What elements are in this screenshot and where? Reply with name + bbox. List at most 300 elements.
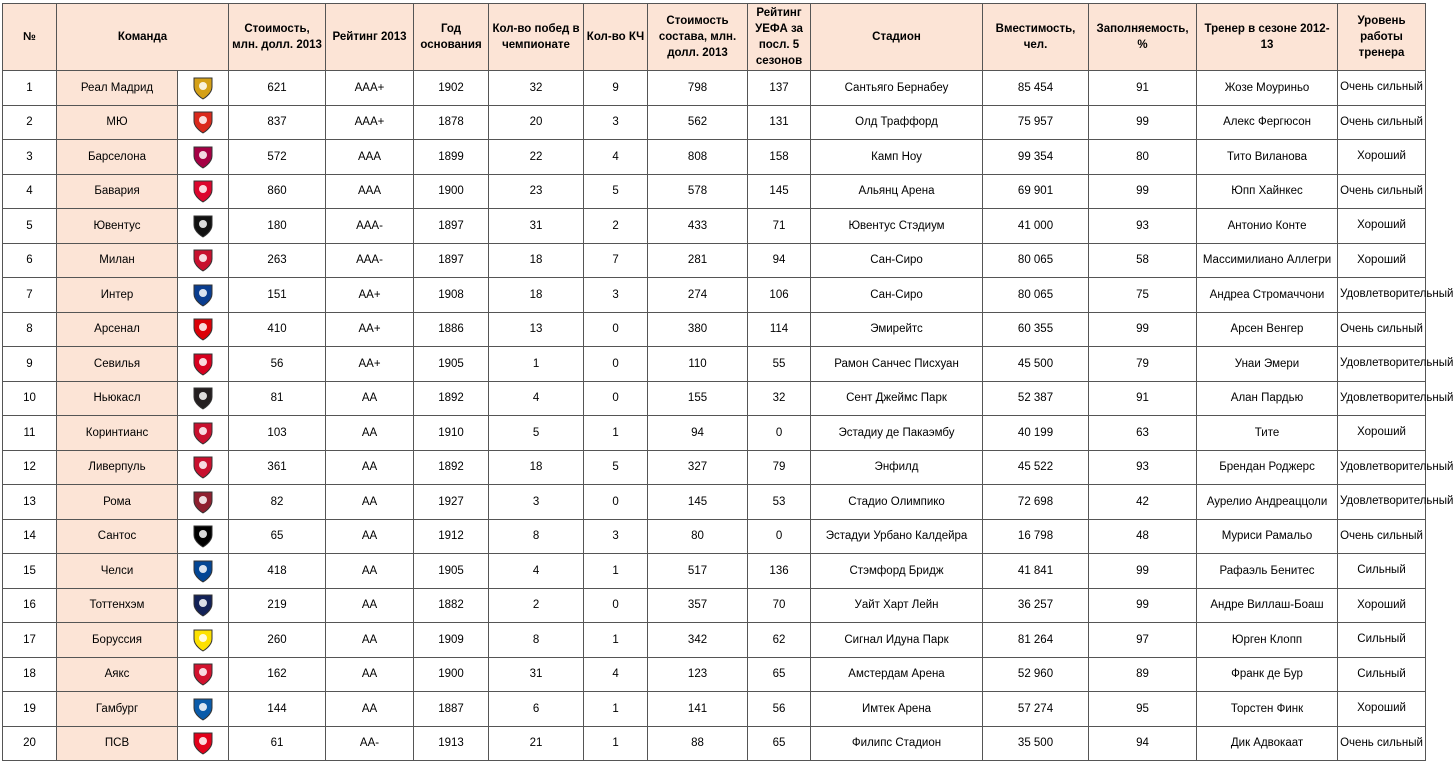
cell-coach: Франк де Бур xyxy=(1197,657,1338,692)
cell-num: 5 xyxy=(3,209,57,244)
cell-cl: 5 xyxy=(584,450,648,485)
cell-level: Сильный xyxy=(1338,657,1426,692)
cell-fill: 99 xyxy=(1089,554,1197,589)
cell-coach: Брендан Роджерс xyxy=(1197,450,1338,485)
header-row xyxy=(3,4,1426,71)
cell-num: 9 xyxy=(3,347,57,382)
cell-uefa: 145 xyxy=(748,174,811,209)
cell-rating: AA xyxy=(326,381,414,416)
cell-team: Челси xyxy=(57,554,178,589)
tottenham-logo-icon xyxy=(178,588,229,623)
cell-num: 3 xyxy=(3,140,57,175)
cell-value: 144 xyxy=(229,692,326,727)
cell-num: 19 xyxy=(3,692,57,727)
cell-uefa: 137 xyxy=(748,71,811,106)
cell-coach: Арсен Венгер xyxy=(1197,312,1338,347)
cell-cl: 0 xyxy=(584,381,648,416)
header-wins: Кол-во побед в чемпионате xyxy=(489,4,584,71)
cell-stadium: Имтек Арена xyxy=(811,692,983,727)
cell-coach: Унаи Эмери xyxy=(1197,347,1338,382)
cell-uefa: 56 xyxy=(748,692,811,727)
cell-capacity: 16 798 xyxy=(983,519,1089,554)
cell-coach: Дик Адвокаат xyxy=(1197,726,1338,761)
cell-squad: 110 xyxy=(648,347,748,382)
table-row xyxy=(3,692,1426,727)
header-stadium: Стадион xyxy=(811,4,983,71)
cell-level: Удовлетворительный xyxy=(1338,347,1426,382)
cell-squad: 80 xyxy=(648,519,748,554)
cell-num: 8 xyxy=(3,312,57,347)
cell-founded: 1886 xyxy=(414,312,489,347)
cell-wins: 31 xyxy=(489,209,584,244)
cell-team: Бавария xyxy=(57,174,178,209)
cell-squad: 357 xyxy=(648,588,748,623)
cell-uefa: 55 xyxy=(748,347,811,382)
cell-stadium: Сантьяго Бернабеу xyxy=(811,71,983,106)
cell-team: Аякс xyxy=(57,657,178,692)
cell-num: 15 xyxy=(3,554,57,589)
cell-fill: 80 xyxy=(1089,140,1197,175)
cell-founded: 1878 xyxy=(414,105,489,140)
cell-wins: 18 xyxy=(489,450,584,485)
cell-rating: AAA xyxy=(326,174,414,209)
cell-coach: Юрген Клопп xyxy=(1197,623,1338,658)
hamburg-logo-icon xyxy=(178,692,229,727)
cell-rating: AA xyxy=(326,450,414,485)
cell-capacity: 45 522 xyxy=(983,450,1089,485)
cell-squad: 578 xyxy=(648,174,748,209)
table-row xyxy=(3,347,1426,382)
cell-founded: 1913 xyxy=(414,726,489,761)
cell-fill: 58 xyxy=(1089,243,1197,278)
table-row xyxy=(3,485,1426,520)
cell-capacity: 72 698 xyxy=(983,485,1089,520)
cell-value: 621 xyxy=(229,71,326,106)
cell-num: 12 xyxy=(3,450,57,485)
cell-squad: 327 xyxy=(648,450,748,485)
cell-fill: 95 xyxy=(1089,692,1197,727)
header-team: Команда xyxy=(57,4,229,71)
cell-cl: 1 xyxy=(584,692,648,727)
cell-founded: 1905 xyxy=(414,347,489,382)
cell-wins: 32 xyxy=(489,71,584,106)
cell-rating: AA xyxy=(326,485,414,520)
cell-squad: 141 xyxy=(648,692,748,727)
cell-rating: AA+ xyxy=(326,312,414,347)
cell-level: Удовлетворительный xyxy=(1338,278,1426,313)
cell-squad: 342 xyxy=(648,623,748,658)
cell-stadium: Ювентус Стэдиум xyxy=(811,209,983,244)
cell-coach: Жозе Моуриньо xyxy=(1197,71,1338,106)
cell-fill: 97 xyxy=(1089,623,1197,658)
header-founded: Год основания xyxy=(414,4,489,71)
cell-level: Хороший xyxy=(1338,209,1426,244)
cell-team: Ньюкасл xyxy=(57,381,178,416)
cell-fill: 91 xyxy=(1089,71,1197,106)
cell-uefa: 136 xyxy=(748,554,811,589)
cell-value: 162 xyxy=(229,657,326,692)
table-body xyxy=(3,71,1453,761)
cell-value: 103 xyxy=(229,416,326,451)
juventus-logo-icon xyxy=(178,209,229,244)
cell-team: Ювентус xyxy=(57,209,178,244)
cell-rating: AAA+ xyxy=(326,71,414,106)
cell-team: Коринтианс xyxy=(57,416,178,451)
cell-stadium: Стадио Олимпико xyxy=(811,485,983,520)
header-value: Стоимость, млн. долл. 2013 xyxy=(229,4,326,71)
cell-level: Хороший xyxy=(1338,692,1426,727)
cell-founded: 1892 xyxy=(414,450,489,485)
cell-coach: Торстен Финк xyxy=(1197,692,1338,727)
header-num: № xyxy=(3,4,57,71)
newcastle-logo-icon xyxy=(178,381,229,416)
cell-fill: 75 xyxy=(1089,278,1197,313)
cell-value: 65 xyxy=(229,519,326,554)
cell-level: Удовлетворительный xyxy=(1338,381,1426,416)
liverpool-logo-icon xyxy=(178,450,229,485)
cell-stadium: Амстердам Арена xyxy=(811,657,983,692)
cell-fill: 94 xyxy=(1089,726,1197,761)
cell-stadium: Эстадиу де Пакаэмбу xyxy=(811,416,983,451)
header-cl: Кол-во КЧ xyxy=(584,4,648,71)
table-row xyxy=(3,71,1426,106)
cell-level: Удовлетворительный xyxy=(1338,450,1426,485)
cell-value: 361 xyxy=(229,450,326,485)
cell-rating: AAA- xyxy=(326,243,414,278)
cell-num: 17 xyxy=(3,623,57,658)
cell-value: 260 xyxy=(229,623,326,658)
cell-capacity: 41 000 xyxy=(983,209,1089,244)
table-row xyxy=(3,657,1426,692)
cell-squad: 88 xyxy=(648,726,748,761)
cell-coach: Тито Виланова xyxy=(1197,140,1338,175)
cell-wins: 4 xyxy=(489,554,584,589)
cell-stadium: Энфилд xyxy=(811,450,983,485)
cell-cl: 5 xyxy=(584,174,648,209)
cell-coach: Рафаэль Бенитес xyxy=(1197,554,1338,589)
cell-squad: 808 xyxy=(648,140,748,175)
cell-team: Милан xyxy=(57,243,178,278)
cell-value: 180 xyxy=(229,209,326,244)
cell-team: МЮ xyxy=(57,105,178,140)
cell-capacity: 75 957 xyxy=(983,105,1089,140)
cell-wins: 5 xyxy=(489,416,584,451)
clubs-table xyxy=(2,3,1453,761)
table-row xyxy=(3,209,1426,244)
cell-stadium: Уайт Харт Лейн xyxy=(811,588,983,623)
cell-squad: 517 xyxy=(648,554,748,589)
milan-logo-icon xyxy=(178,243,229,278)
cell-uefa: 65 xyxy=(748,657,811,692)
cell-team: Интер xyxy=(57,278,178,313)
cell-founded: 1927 xyxy=(414,485,489,520)
chelsea-logo-icon xyxy=(178,554,229,589)
cell-rating: AA xyxy=(326,623,414,658)
cell-level: Сильный xyxy=(1338,554,1426,589)
cell-level: Очень сильный xyxy=(1338,174,1426,209)
sevilla-logo-icon xyxy=(178,347,229,382)
cell-level: Очень сильный xyxy=(1338,105,1426,140)
inter-logo-icon xyxy=(178,278,229,313)
table-row xyxy=(3,278,1426,313)
cell-num: 4 xyxy=(3,174,57,209)
cell-value: 418 xyxy=(229,554,326,589)
table-row xyxy=(3,243,1426,278)
cell-founded: 1882 xyxy=(414,588,489,623)
cell-rating: AAA+ xyxy=(326,105,414,140)
cell-wins: 4 xyxy=(489,381,584,416)
table-row xyxy=(3,450,1426,485)
cell-capacity: 80 065 xyxy=(983,243,1089,278)
cell-capacity: 80 065 xyxy=(983,278,1089,313)
cell-rating: AA xyxy=(326,692,414,727)
cell-wins: 31 xyxy=(489,657,584,692)
cell-num: 11 xyxy=(3,416,57,451)
cell-squad: 798 xyxy=(648,71,748,106)
cell-squad: 274 xyxy=(648,278,748,313)
corinthians-logo-icon xyxy=(178,416,229,451)
cell-cl: 4 xyxy=(584,657,648,692)
cell-founded: 1892 xyxy=(414,381,489,416)
table-row xyxy=(3,174,1426,209)
cell-coach: Андреа Стромаччони xyxy=(1197,278,1338,313)
cell-squad: 281 xyxy=(648,243,748,278)
cell-rating: AA xyxy=(326,657,414,692)
cell-coach: Массимилиано Аллегри xyxy=(1197,243,1338,278)
cell-level: Хороший xyxy=(1338,588,1426,623)
cell-capacity: 60 355 xyxy=(983,312,1089,347)
dortmund-logo-icon xyxy=(178,623,229,658)
cell-level: Очень сильный xyxy=(1338,519,1426,554)
header-capacity: Вместимость, чел. xyxy=(983,4,1089,71)
cell-team: Ливерпуль xyxy=(57,450,178,485)
cell-cl: 0 xyxy=(584,312,648,347)
cell-value: 81 xyxy=(229,381,326,416)
cell-stadium: Альянц Арена xyxy=(811,174,983,209)
cell-cl: 1 xyxy=(584,554,648,589)
roma-logo-icon xyxy=(178,485,229,520)
cell-uefa: 79 xyxy=(748,450,811,485)
cell-coach: Алекс Фергюсон xyxy=(1197,105,1338,140)
cell-value: 219 xyxy=(229,588,326,623)
cell-cl: 9 xyxy=(584,71,648,106)
cell-rating: AA+ xyxy=(326,347,414,382)
cell-coach: Антонио Конте xyxy=(1197,209,1338,244)
cell-num: 16 xyxy=(3,588,57,623)
cell-fill: 99 xyxy=(1089,312,1197,347)
cell-founded: 1897 xyxy=(414,243,489,278)
cell-cl: 3 xyxy=(584,519,648,554)
table-row xyxy=(3,519,1426,554)
cell-uefa: 0 xyxy=(748,519,811,554)
cell-team: Севилья xyxy=(57,347,178,382)
cell-rating: AA xyxy=(326,519,414,554)
cell-team: Боруссия xyxy=(57,623,178,658)
cell-value: 572 xyxy=(229,140,326,175)
cell-squad: 94 xyxy=(648,416,748,451)
cell-capacity: 52 960 xyxy=(983,657,1089,692)
cell-rating: AA xyxy=(326,554,414,589)
santos-logo-icon xyxy=(178,519,229,554)
cell-cl: 0 xyxy=(584,485,648,520)
cell-founded: 1900 xyxy=(414,657,489,692)
cell-uefa: 94 xyxy=(748,243,811,278)
cell-squad: 562 xyxy=(648,105,748,140)
cell-founded: 1887 xyxy=(414,692,489,727)
cell-stadium: Олд Траффорд xyxy=(811,105,983,140)
cell-fill: 99 xyxy=(1089,105,1197,140)
cell-founded: 1905 xyxy=(414,554,489,589)
cell-founded: 1908 xyxy=(414,278,489,313)
arsenal-logo-icon xyxy=(178,312,229,347)
table-row xyxy=(3,416,1426,451)
cell-fill: 42 xyxy=(1089,485,1197,520)
ajax-logo-icon xyxy=(178,657,229,692)
cell-squad: 380 xyxy=(648,312,748,347)
cell-capacity: 45 500 xyxy=(983,347,1089,382)
cell-fill: 99 xyxy=(1089,174,1197,209)
cell-fill: 91 xyxy=(1089,381,1197,416)
cell-num: 10 xyxy=(3,381,57,416)
cell-coach: Муриси Рамальо xyxy=(1197,519,1338,554)
cell-capacity: 35 500 xyxy=(983,726,1089,761)
cell-stadium: Рамон Санчес Писхуан xyxy=(811,347,983,382)
cell-num: 14 xyxy=(3,519,57,554)
cell-capacity: 99 354 xyxy=(983,140,1089,175)
cell-cl: 7 xyxy=(584,243,648,278)
cell-founded: 1902 xyxy=(414,71,489,106)
cell-rating: AA xyxy=(326,416,414,451)
cell-stadium: Стэмфорд Бридж xyxy=(811,554,983,589)
cell-founded: 1909 xyxy=(414,623,489,658)
cell-level: Сильный xyxy=(1338,623,1426,658)
table-row xyxy=(3,588,1426,623)
cell-cl: 1 xyxy=(584,726,648,761)
cell-wins: 3 xyxy=(489,485,584,520)
cell-founded: 1900 xyxy=(414,174,489,209)
cell-value: 860 xyxy=(229,174,326,209)
cell-team: Гамбург xyxy=(57,692,178,727)
cell-level: Хороший xyxy=(1338,140,1426,175)
cell-fill: 79 xyxy=(1089,347,1197,382)
cell-rating: AA- xyxy=(326,726,414,761)
cell-stadium: Эмирейтс xyxy=(811,312,983,347)
header-uefa: Рейтинг УЕФА за посл. 5 сезонов xyxy=(748,4,811,71)
cell-cl: 2 xyxy=(584,209,648,244)
cell-wins: 20 xyxy=(489,105,584,140)
cell-capacity: 36 257 xyxy=(983,588,1089,623)
header-squad: Стоимость состава, млн. долл. 2013 xyxy=(648,4,748,71)
table-row xyxy=(3,140,1426,175)
cell-wins: 6 xyxy=(489,692,584,727)
cell-uefa: 32 xyxy=(748,381,811,416)
cell-cl: 3 xyxy=(584,278,648,313)
cell-cl: 1 xyxy=(584,416,648,451)
cell-founded: 1899 xyxy=(414,140,489,175)
table-row xyxy=(3,312,1426,347)
cell-level: Очень сильный xyxy=(1338,726,1426,761)
cell-founded: 1897 xyxy=(414,209,489,244)
cell-rating: AAA- xyxy=(326,209,414,244)
cell-cl: 0 xyxy=(584,347,648,382)
cell-team: Сантос xyxy=(57,519,178,554)
cell-wins: 22 xyxy=(489,140,584,175)
cell-capacity: 52 387 xyxy=(983,381,1089,416)
cell-capacity: 57 274 xyxy=(983,692,1089,727)
cell-uefa: 65 xyxy=(748,726,811,761)
cell-num: 20 xyxy=(3,726,57,761)
cell-founded: 1910 xyxy=(414,416,489,451)
cell-stadium: Камп Ноу xyxy=(811,140,983,175)
cell-capacity: 85 454 xyxy=(983,71,1089,106)
cell-team: Барселона xyxy=(57,140,178,175)
cell-value: 82 xyxy=(229,485,326,520)
real-madrid-logo-icon xyxy=(178,71,229,106)
cell-coach: Алан Пардью xyxy=(1197,381,1338,416)
cell-rating: AAA xyxy=(326,140,414,175)
cell-level: Удовлетворительный xyxy=(1338,485,1426,520)
cell-value: 61 xyxy=(229,726,326,761)
cell-squad: 145 xyxy=(648,485,748,520)
cell-team: Реал Мадрид xyxy=(57,71,178,106)
cell-uefa: 114 xyxy=(748,312,811,347)
cell-rating: AA+ xyxy=(326,278,414,313)
cell-num: 2 xyxy=(3,105,57,140)
cell-fill: 48 xyxy=(1089,519,1197,554)
cell-value: 263 xyxy=(229,243,326,278)
header-coach: Тренер в сезоне 2012-13 xyxy=(1197,4,1338,71)
bayern-logo-icon xyxy=(178,174,229,209)
header-level: Уровень работы тренера xyxy=(1338,4,1426,71)
cell-stadium: Сан-Сиро xyxy=(811,243,983,278)
header-rating: Рейтинг 2013 xyxy=(326,4,414,71)
cell-team: Арсенал xyxy=(57,312,178,347)
cell-wins: 2 xyxy=(489,588,584,623)
cell-num: 6 xyxy=(3,243,57,278)
cell-coach: Юпп Хайнкес xyxy=(1197,174,1338,209)
cell-stadium: Сигнал Идуна Парк xyxy=(811,623,983,658)
cell-value: 410 xyxy=(229,312,326,347)
cell-cl: 3 xyxy=(584,105,648,140)
cell-stadium: Сент Джеймс Парк xyxy=(811,381,983,416)
cell-fill: 99 xyxy=(1089,588,1197,623)
table-row xyxy=(3,105,1426,140)
cell-uefa: 131 xyxy=(748,105,811,140)
cell-fill: 93 xyxy=(1089,209,1197,244)
cell-capacity: 41 841 xyxy=(983,554,1089,589)
cell-wins: 8 xyxy=(489,519,584,554)
cell-capacity: 69 901 xyxy=(983,174,1089,209)
cell-level: Хороший xyxy=(1338,416,1426,451)
cell-uefa: 62 xyxy=(748,623,811,658)
cell-cl: 1 xyxy=(584,623,648,658)
cell-coach: Аурелио Андреаццоли xyxy=(1197,485,1338,520)
cell-fill: 89 xyxy=(1089,657,1197,692)
cell-uefa: 53 xyxy=(748,485,811,520)
cell-num: 7 xyxy=(3,278,57,313)
cell-stadium: Эстадуи Урбано Калдейра xyxy=(811,519,983,554)
cell-value: 837 xyxy=(229,105,326,140)
cell-squad: 433 xyxy=(648,209,748,244)
cell-stadium: Сан-Сиро xyxy=(811,278,983,313)
man-united-logo-icon xyxy=(178,105,229,140)
table-row xyxy=(3,623,1426,658)
cell-capacity: 81 264 xyxy=(983,623,1089,658)
cell-team: Рома xyxy=(57,485,178,520)
cell-cl: 0 xyxy=(584,588,648,623)
cell-uefa: 71 xyxy=(748,209,811,244)
table-row xyxy=(3,554,1426,589)
